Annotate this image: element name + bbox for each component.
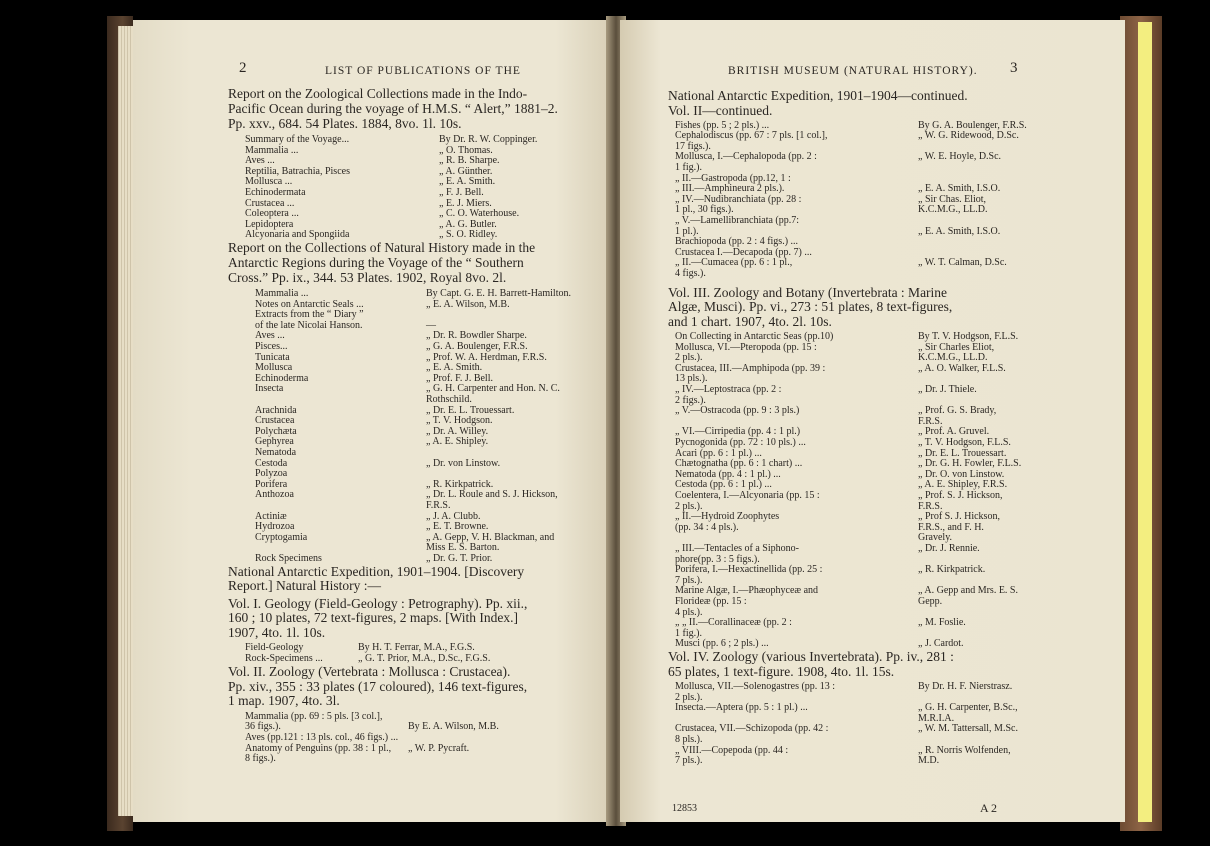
contents-author: „ Sir Charles Eliot, (918, 341, 995, 353)
contents-author: „ A. Gepp, V. H. Blackman, and (426, 531, 555, 543)
contents-subject: 36 figs.). (245, 721, 281, 733)
contents-author: K.C.M.G., LL.D. (918, 204, 988, 216)
contents-author: F.R.S. (918, 500, 943, 512)
contents-subject: 1 fig.). (675, 627, 702, 639)
contents-author: „ E. T. Browne. (426, 521, 489, 533)
contents-author: „ E. A. Smith. (426, 362, 483, 374)
contents-subject: Porifera (255, 478, 288, 490)
entry-title: National Antarctic Expedition, 1901–1904. [Discovery (228, 563, 525, 579)
contents-subject: Notes on Antarctic Seals ... (255, 298, 364, 310)
contents-subject: 17 figs.). (675, 140, 711, 152)
contents-subject: „ III.—Amphineura 2 pls.). (675, 183, 785, 195)
contents-author: F.R.S., and F. H. (918, 521, 984, 533)
contents-subject: Chætognatha (pp. 6 : 1 chart) ... (675, 458, 803, 470)
contents-author: „ W. G. Ridewood, D.Sc. (918, 130, 1019, 142)
right-page (620, 20, 1125, 822)
contents-subject: Crustacea I.—Decapoda (pp. 7) ... (675, 246, 812, 258)
running-head: LIST OF PUBLICATIONS OF THE (325, 65, 521, 77)
contents-author: „ G. T. Prior, M.A., D.Sc., F.G.S. (358, 652, 491, 664)
contents-subject: 13 pls.). (675, 373, 708, 385)
contents-author: By G. A. Boulenger, F.R.S. (918, 119, 1027, 131)
contents-subject: 8 figs.). (245, 753, 276, 765)
contents-author: „ Dr. J. Rennie. (918, 543, 980, 554)
contents-subject: „ IV.—Leptostraca (pp. 2 : (675, 384, 782, 395)
contents-subject: 4 figs.). (675, 267, 706, 279)
contents-subject: Nematoda (255, 447, 297, 458)
contents-subject: Mollusca, VII.—Solenogastres (pp. 13 : (675, 681, 836, 692)
contents-author: Rothschild. (426, 394, 472, 405)
contents-subject: Arachnida (255, 404, 297, 416)
contents-subject: Coelentera, I.—Alcyonaria (pp. 15 : (675, 490, 820, 501)
contents-author: „ Dr. G. T. Prior. (426, 553, 493, 564)
contents-subject: Cryptogamia (255, 531, 308, 543)
contents-author: „ O. Thomas. (439, 144, 493, 156)
contents-author: „ A. Günther. (439, 165, 493, 177)
contents-author: „ T. V. Hodgson, F.L.S. (918, 437, 1011, 448)
contents-author: „ E. A. Smith. (439, 176, 496, 188)
contents-subject: 2 pls.). (675, 352, 703, 364)
signature-mark: A 2 (980, 801, 998, 815)
contents-subject: „ VIII.—Copepoda (pp. 44 : (675, 744, 789, 756)
contents-subject: Fishes (pp. 5 ; 2 pls.) ... (675, 119, 770, 131)
contents-author: „ E. A. Smith, I.S.O. (918, 183, 1001, 195)
contents-subject: „ II.—Gastropoda (pp.12, 1 : (675, 172, 791, 184)
contents-author: „ S. O. Ridley. (439, 229, 498, 241)
contents-subject: of the late Nicolai Hanson. (255, 319, 363, 331)
contents-subject: 2 pls.). (675, 691, 703, 703)
entry-title: Report on the Zoological Collections made in the Indo- (228, 86, 528, 101)
volume-title: Vol. II. Zoology (Vertebrata : Mollusca : Crustacea). (228, 664, 511, 680)
contents-subject: Extracts from the “ Diary ” (255, 309, 364, 321)
contents-subject: Tunicata (255, 351, 290, 363)
left-page (133, 20, 613, 822)
contents-author: F.R.S. (918, 415, 943, 427)
contents-author: „ F. J. Bell. (439, 187, 484, 198)
contents-author: „ R. Kirkpatrick. (426, 478, 494, 490)
contents-author: „ Dr. L. Roule and S. J. Hickson, (426, 489, 558, 501)
contents-subject: Musci (pp. 6 ; 2 pls.) ... (675, 638, 769, 650)
contents-author: By H. T. Ferrar, M.A., F.G.S. (358, 642, 475, 654)
contents-author: „ A. E. Shipley, F.R.S. (918, 479, 1008, 491)
contents-author: „ W. M. Tattersall, M.Sc. (918, 723, 1018, 735)
contents-author: „ W. T. Calman, D.Sc. (918, 257, 1007, 269)
contents-subject: „ V.—Ostracoda (pp. 9 : 3 pls.) (675, 405, 800, 417)
contents-subject: Crustacea ... (245, 197, 295, 209)
running-head: BRITISH MUSEUM (NATURAL HISTORY). (728, 65, 978, 77)
contents-author: By Dr. R. W. Coppinger. (439, 134, 538, 145)
contents-subject: Acari (pp. 6 : 1 pl.) ... (675, 447, 762, 459)
entry-title: Cross.” Pp. ix., 344. 53 Plates. 1902, Royal 8vo. 2l. (228, 270, 507, 285)
volume-title: 1907, 4to. 1l. 10s. (228, 624, 326, 640)
entry-title: Antarctic Regions during the Voyage of the “ Southern (228, 255, 524, 270)
contents-author: „ W. P. Pycraft. (408, 742, 470, 754)
entry-title: National Antarctic Expedition, 1901–1904—continued. (668, 88, 968, 103)
contents-subject: 7 pls.). (675, 574, 703, 586)
contents-subject: „ III.—Tentacles of a Siphono- (675, 543, 799, 554)
volume-title: and 1 chart. 1907, 4to. 2l. 10s. (668, 313, 832, 329)
contents-subject: phore(pp. 3 : 5 figs.). (675, 553, 760, 565)
contents-author: „ Dr. G. H. Fowler, F.L.S. (918, 458, 1022, 470)
contents-subject: On Collecting in Antarctic Seas (pp.10) (675, 331, 834, 342)
contents-subject: Porifera, I.—Hexactinellida (pp. 25 : (675, 564, 823, 576)
contents-author: „ Dr. E. L. Trouessart. (918, 447, 1007, 459)
contents-author: „ Prof. F. J. Bell. (426, 372, 493, 384)
contents-subject: Summary of the Voyage... (245, 134, 350, 145)
entry-title: Pp. xxv., 684. 54 Plates. 1884, 8vo. 1l. 10s. (228, 116, 462, 131)
contents-author: „ J. Cardot. (918, 638, 964, 650)
contents-author: „ Prof. G. S. Brady, (918, 405, 997, 417)
contents-author: „ A. E. Shipley. (426, 436, 489, 448)
contents-subject: Field-Geology (245, 642, 304, 654)
printer-code: 12853 (672, 803, 697, 814)
contents-subject: Hydrozoa (255, 521, 295, 533)
contents-subject: „ „ II.—Corallinaceæ (pp. 2 : (675, 617, 792, 629)
contents-subject: Polychæta (255, 425, 297, 437)
contents-subject: „ II.—Hydroid Zoophytes (675, 511, 780, 523)
contents-author: „ E. A. Smith, I.S.O. (918, 225, 1001, 237)
contents-author: By Capt. G. E. H. Barrett-Hamilton. (426, 288, 571, 299)
contents-subject: Mammalia ... (245, 144, 299, 156)
contents-author: „ J. A. Clubb. (426, 510, 481, 522)
volume-title: Vol. IV. Zoology (various Invertebrata). Pp. iv., 281 : (668, 649, 954, 664)
contents-subject: 1 fig.). (675, 161, 702, 173)
contents-subject: Cestoda (255, 457, 288, 469)
contents-subject: Insecta.—Aptera (pp. 5 : 1 pl.) ... (675, 702, 808, 714)
page-number: 3 (1010, 60, 1018, 76)
contents-author: „ Dr. E. L. Trouessart. (426, 404, 515, 416)
contents-author: „ R. B. Sharpe. (439, 155, 500, 167)
contents-subject: 2 figs.). (675, 394, 706, 406)
contents-subject: 7 pls.). (675, 755, 703, 767)
contents-author: „ Dr. J. Thiele. (918, 384, 977, 395)
contents-subject: Aves ... (245, 155, 275, 167)
volume-title: 160 ; 10 plates, 72 text-figures, 2 maps. [With Index.] (228, 610, 519, 626)
contents-subject: Echinodermata (245, 187, 306, 198)
contents-subject: Rock Specimens (255, 553, 322, 564)
contents-subject: 1 pl.). (675, 225, 699, 237)
contents-subject: Pycnogonida (pp. 72 : 10 pls.) ... (675, 437, 806, 448)
contents-subject: Reptilia, Batrachia, Pisces (245, 165, 350, 177)
contents-subject: Crustacea, VII.—Schizopoda (pp. 42 : (675, 723, 829, 735)
entry-title: Report on the Collections of Natural History made in the (228, 240, 536, 255)
contents-author: K.C.M.G., LL.D. (918, 352, 988, 364)
contents-author: „ Dr. von Linstow. (426, 457, 501, 469)
contents-subject: (pp. 34 : 4 pls.). (675, 521, 739, 533)
contents-subject: Cephalodiscus (pp. 67 : 7 pls. [1 col.], (675, 130, 828, 142)
volume-title: Vol. II—continued. (668, 102, 773, 118)
contents-subject: Crustacea, III.—Amphipoda (pp. 39 : (675, 362, 826, 374)
contents-subject: 4 pls.). (675, 606, 703, 618)
contents-author: — (426, 319, 436, 331)
contents-author: By T. V. Hodgson, F.L.S. (918, 331, 1019, 342)
contents-subject: Actiniæ (255, 510, 287, 522)
contents-subject: Pisces... (255, 341, 288, 352)
contents-subject: Aves (pp.121 : 13 pls. col., 46 figs.) ... (245, 732, 399, 743)
contents-subject: 1 pl., 30 figs.). (675, 204, 734, 216)
contents-author: „ G. A. Boulenger, F.R.S. (426, 341, 528, 352)
contents-author: „ M. Foslie. (918, 617, 966, 629)
volume-title: Pp. xiv., 355 : 33 plates (17 coloured), 146 text-figures, (228, 678, 528, 694)
contents-author: „ A. Gepp and Mrs. E. S. (918, 585, 1018, 597)
contents-author: „ Sir Chas. Eliot, (918, 193, 987, 205)
contents-subject: Mammalia (pp. 69 : 5 pls. [3 col.], (245, 710, 383, 722)
contents-subject: Crustacea (255, 415, 295, 427)
contents-author: „ Prof. S. J. Hickson, (918, 490, 1003, 501)
contents-subject: Cestoda (pp. 6 : 1 pl.) ... (675, 479, 772, 491)
contents-subject: Marine Algæ, I.—Phæophyceæ and (675, 585, 819, 597)
contents-author: Miss E. S. Barton. (426, 542, 500, 554)
contents-subject: Mollusca, I.—Cephalopoda (pp. 2 : (675, 151, 817, 163)
contents-subject: Lepidoptera (245, 218, 294, 230)
contents-author: „ Dr. R. Bowdler Sharpe. (426, 330, 527, 342)
contents-author: „ G. H. Carpenter and Hon. N. C. (426, 383, 560, 395)
contents-author: „ Dr. O. von Linstow. (918, 468, 1005, 480)
contents-subject: Anthozoa (255, 489, 294, 501)
bookmark-ribbon (1138, 22, 1152, 822)
contents-subject: Coleoptera ... (245, 208, 299, 220)
contents-subject: Alcyonaria and Spongiida (245, 229, 350, 241)
contents-author: Gravely. (918, 532, 953, 544)
volume-title: 65 plates, 1 text-figure. 1908, 4to. 1l. 15s. (668, 663, 895, 679)
contents-author: „ Prof S. J. Hickson, (918, 511, 1000, 523)
contents-author: „ R. Norris Wolfenden, (918, 744, 1011, 756)
contents-subject: „ II.—Cumacea (pp. 6 : 1 pl., (675, 257, 793, 269)
volume-title: Vol. I. Geology (Field-Geology : Petrography). Pp. xii., (228, 595, 528, 611)
contents-author: „ R. Kirkpatrick. (918, 564, 986, 576)
contents-subject: 2 pls.). (675, 500, 703, 512)
contents-author: „ A. G. Butler. (439, 218, 497, 230)
page-number: 2 (239, 60, 247, 76)
contents-subject: „ V.—Lamellibranchiata (pp.7: (675, 214, 800, 226)
contents-author: „ Dr. A. Willey. (426, 425, 489, 437)
contents-author: „ E. J. Miers. (439, 197, 492, 209)
contents-subject: Insecta (255, 383, 284, 395)
contents-subject: Rock-Specimens ... (245, 652, 323, 664)
contents-author: „ Prof. W. A. Herdman, F.R.S. (426, 351, 547, 363)
contents-subject: Brachiopoda (pp. 2 : 4 figs.) ... (675, 236, 799, 248)
contents-subject: Mammalia ... (255, 288, 309, 299)
contents-author: „ A. O. Walker, F.L.S. (918, 362, 1006, 374)
entry-title: Pacific Ocean during the voyage of H.M.S. “ Alert,” 1881–2. (228, 101, 558, 116)
contents-author: „ Prof. A. Gruvel. (918, 426, 990, 438)
contents-subject: „ IV.—Nudibranchiata (pp. 28 : (675, 193, 802, 205)
contents-subject: Mollusca, VI.—Pteropoda (pp. 15 : (675, 341, 817, 353)
volume-title: Vol. III. Zoology and Botany (Invertebrata : Marine (668, 284, 948, 300)
contents-author: By Dr. H. F. Nierstrasz. (918, 681, 1013, 692)
volume-title: Algæ, Musci). Pp. vi., 273 : 51 plates, 8 text-figures, (668, 299, 953, 314)
contents-subject: „ VI.—Cirripedia (pp. 4 : 1 pl.) (675, 426, 801, 438)
contents-subject: Echinoderma (255, 372, 309, 384)
contents-subject: Florideæ (pp. 15 : (675, 596, 747, 607)
contents-author: M.D. (918, 755, 940, 767)
contents-author: By E. A. Wilson, M.B. (408, 721, 499, 733)
contents-author: M.R.I.A. (918, 712, 955, 724)
contents-subject: Nematoda (pp. 4 : 1 pl.) ... (675, 468, 781, 480)
contents-author: „ C. O. Waterhouse. (439, 208, 520, 220)
contents-subject: Mollusca ... (245, 176, 293, 188)
volume-title: 1 map. 1907, 4to. 3l. (228, 693, 340, 709)
contents-subject: Anatomy of Penguins (pp. 38 : 1 pl., (245, 742, 392, 754)
contents-subject: Aves ... (255, 330, 285, 342)
contents-author: F.R.S. (426, 500, 451, 511)
contents-author: „ G. H. Carpenter, B.Sc., (918, 702, 1018, 714)
contents-author: „ T. V. Hodgson. (426, 415, 493, 427)
contents-author: Gepp. (918, 596, 943, 607)
contents-subject: Polyzoa (255, 468, 288, 480)
contents-subject: 8 pls.). (675, 734, 703, 745)
contents-subject: Gephyrea (255, 436, 294, 448)
contents-author: „ E. A. Wilson, M.B. (426, 298, 510, 310)
entry-title: Report.] Natural History :— (228, 578, 381, 594)
contents-subject: Mollusca (255, 362, 293, 374)
contents-author: „ W. E. Hoyle, D.Sc. (918, 151, 1002, 163)
